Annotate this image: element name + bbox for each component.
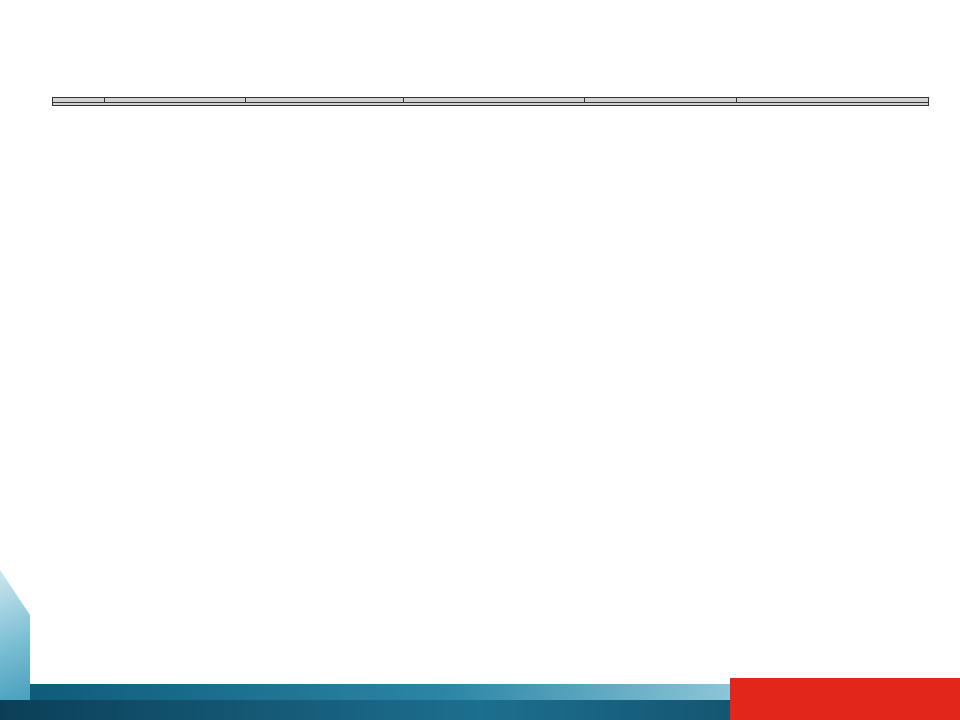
section-row-bioterrorism — [53, 103, 929, 106]
qc-table — [52, 97, 929, 106]
section-label — [53, 103, 929, 106]
source-badge — [730, 678, 960, 720]
